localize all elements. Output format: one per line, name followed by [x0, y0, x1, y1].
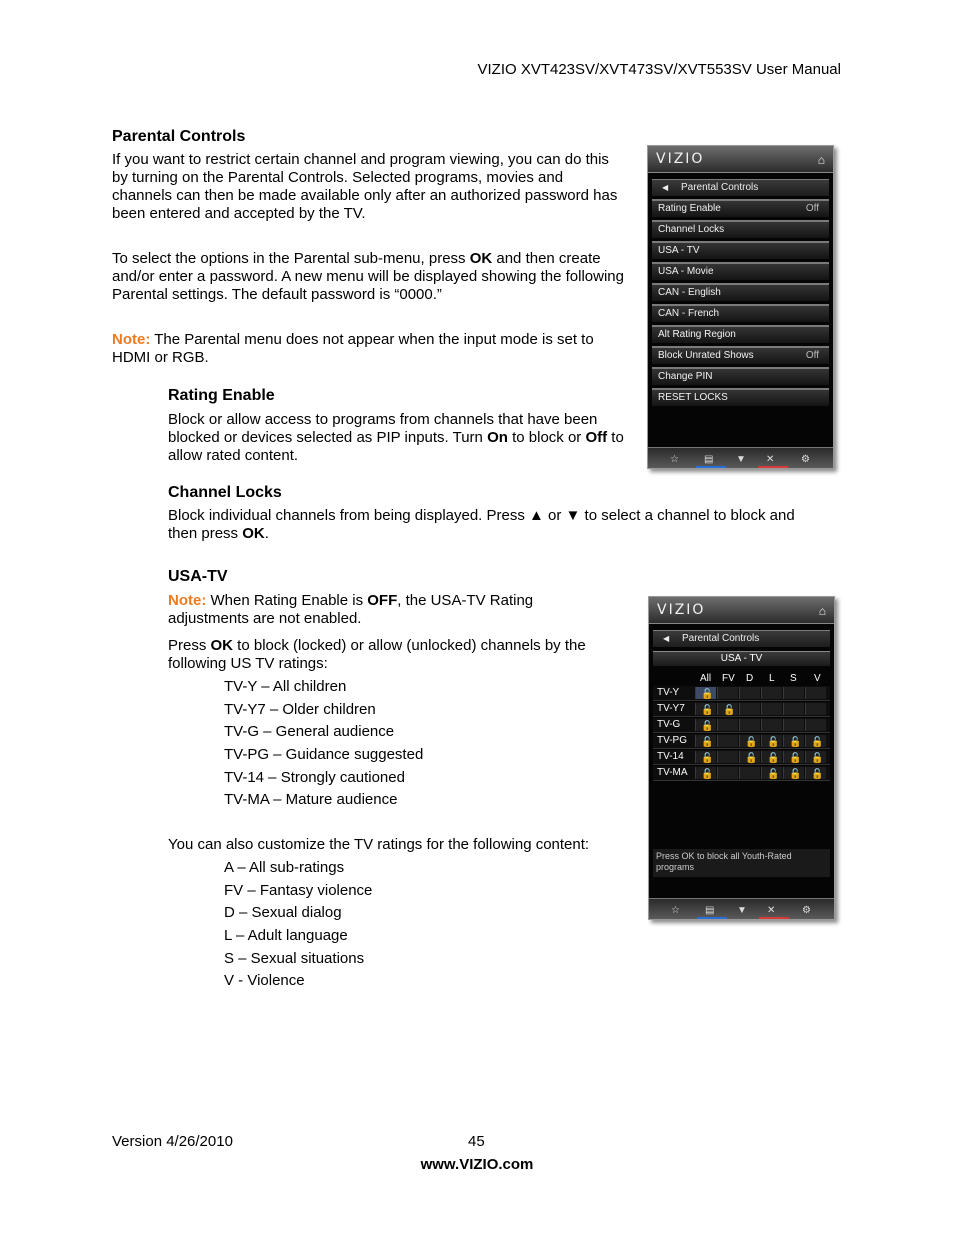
- menu-title-bar: [648, 146, 833, 173]
- customize-intro: You can also customize the TV ratings for the following content:: [168, 836, 590, 853]
- unlock-icon: 🔓: [723, 705, 736, 716]
- back-arrow-icon: ◀: [663, 634, 670, 643]
- row-label: TV-PG: [657, 735, 688, 746]
- tv-ratings-list: [224, 678, 423, 814]
- input-icon: ▤: [704, 454, 714, 465]
- row-label: TV-Y: [657, 687, 680, 698]
- menu-item-channel-locks[interactable]: [652, 220, 829, 238]
- grid-cell[interactable]: [805, 687, 826, 699]
- footer-url: www.VIZIO.com: [420, 1156, 534, 1173]
- parental-controls-menu-screenshot: [647, 145, 834, 469]
- grid-cell[interactable]: [783, 735, 804, 747]
- grid-cell[interactable]: [717, 703, 738, 715]
- grid-cell[interactable]: [695, 767, 716, 779]
- blue-indicator: [697, 917, 727, 919]
- help-text: Press OK to block all Youth-Rated programs: [653, 849, 830, 877]
- grid-cell[interactable]: [783, 719, 804, 731]
- grid-cell[interactable]: [739, 719, 760, 731]
- col-all: All: [700, 673, 712, 684]
- menu-item-label: Alt Rating Region: [658, 329, 736, 340]
- menu-item-label: Channel Locks: [658, 224, 725, 235]
- gear-icon: ⚙: [801, 454, 810, 465]
- grid-cell[interactable]: [717, 687, 738, 699]
- star-icon: ☆: [671, 905, 680, 916]
- remote-button-bar: [649, 898, 834, 919]
- grid-cell[interactable]: [783, 751, 804, 763]
- menu-item-block-unrated-shows[interactable]: [652, 346, 829, 364]
- grid-cell[interactable]: [761, 687, 782, 699]
- list-item: L – Adult language: [224, 927, 348, 945]
- grid-cell[interactable]: [783, 767, 804, 779]
- remote-button-bar: [648, 447, 833, 468]
- list-item: FV – Fantasy violence: [224, 881, 373, 899]
- col-s: S: [790, 673, 797, 684]
- menu-item-usa-movie[interactable]: [652, 262, 829, 280]
- grid-cell[interactable]: [761, 751, 782, 763]
- usa-tv-note: Note: When Rating Enable is OFF, the USA-TV Rating adjustments are not enabled.: [168, 592, 534, 627]
- star-icon: ☆: [670, 454, 679, 465]
- footer-version: Version 4/26/2010: [112, 1133, 233, 1150]
- content-ratings-list: [224, 859, 372, 995]
- menu-item-change-pin[interactable]: [652, 367, 829, 385]
- row-label: TV-G: [657, 719, 681, 730]
- unlock-icon: 🔓: [701, 721, 714, 732]
- usa-tv-press-text: Press OK to block (locked) or allow (unlocked) channels by the following US TV ratings:: [168, 637, 586, 672]
- unlock-icon: 🔓: [701, 737, 714, 748]
- grid-cell[interactable]: [761, 719, 782, 731]
- page-header: VIZIO XVT423SV/XVT473SV/XVT553SV User Manual: [477, 61, 841, 78]
- menu-item-rating-enable[interactable]: [652, 199, 829, 217]
- list-item: TV-PG – Guidance suggested: [224, 746, 424, 764]
- menu-title-bar: [649, 597, 834, 624]
- channel-locks-text: Block individual channels from being displayed. Press ▲ or ▼ to select a channel to block and then press OK.: [168, 507, 795, 542]
- row-label: TV-MA: [657, 767, 688, 778]
- close-icon: ✕: [766, 454, 775, 465]
- unlock-icon: 🔓: [701, 705, 714, 716]
- grid-cell[interactable]: [739, 703, 760, 715]
- list-item: TV-Y7 – Older children: [224, 700, 376, 718]
- menu-item-label: CAN - French: [658, 308, 720, 319]
- grid-cell[interactable]: [739, 751, 760, 763]
- rating-row-tv-y[interactable]: [653, 686, 830, 701]
- grid-cell[interactable]: [739, 767, 760, 779]
- grid-cell[interactable]: [717, 751, 738, 763]
- col-fv: FV: [722, 673, 735, 684]
- note-input-mode: Note: The Parental menu does not appear when the input mode is set to HDMI or RGB.: [112, 331, 594, 366]
- grid-title: USA - TV: [653, 651, 830, 666]
- grid-cell[interactable]: [761, 703, 782, 715]
- grid-cell[interactable]: [717, 767, 738, 779]
- unlock-icon: 🔓: [701, 689, 714, 700]
- unlock-icon: 🔓: [789, 737, 802, 748]
- v-icon: ▼: [736, 454, 746, 465]
- ratings-grid: [649, 666, 834, 866]
- intro-paragraph: If you want to restrict certain channel and program viewing, you can do this by turning on the Parental Controls. Selected programs, movies and channels can then be made available only after an authorized password has been entered and accepted by the TV.: [112, 151, 618, 222]
- grid-cell[interactable]: [695, 735, 716, 747]
- list-item: TV-Y – All children: [224, 678, 347, 695]
- v-icon: ▼: [737, 905, 747, 916]
- unlock-icon: 🔓: [745, 737, 758, 748]
- grid-cell[interactable]: [805, 735, 826, 747]
- unlock-icon: 🔓: [745, 753, 758, 764]
- footer-page-number: 45: [468, 1133, 485, 1150]
- grid-cell[interactable]: [783, 687, 804, 699]
- close-icon: ✕: [767, 905, 776, 916]
- grid-cell[interactable]: [695, 703, 716, 715]
- unlock-icon: 🔓: [767, 769, 780, 780]
- unlock-icon: 🔓: [701, 753, 714, 764]
- menu-item-label: CAN - English: [658, 287, 721, 298]
- unlock-icon: 🔓: [811, 753, 824, 764]
- grid-cell[interactable]: [739, 735, 760, 747]
- blue-indicator: [696, 466, 726, 468]
- menu-item-label: USA - Movie: [658, 266, 714, 277]
- menu-item-label: Change PIN: [658, 371, 713, 382]
- section-title-usa-tv: USA-TV: [168, 568, 228, 585]
- menu-item-label: RESET LOCKS: [658, 392, 728, 403]
- grid-header: [649, 670, 834, 684]
- rating-row-tv-y7[interactable]: [653, 702, 830, 717]
- menu-item-label: Block Unrated Shows: [658, 350, 754, 361]
- rating-row-tv-14[interactable]: [653, 750, 830, 765]
- rating-row-tv-pg[interactable]: [653, 734, 830, 749]
- section-title-parental-controls: Parental Controls: [112, 128, 246, 145]
- menu-item-can-french[interactable]: [652, 304, 829, 322]
- submenu-paragraph: To select the options in the Parental sub-menu, press OK and then create and/or enter a password. A new menu will be displayed showing the following Parental settings. The default password is “0000.”: [112, 250, 624, 303]
- list-item: A – All sub-ratings: [224, 859, 345, 876]
- col-d: D: [746, 673, 754, 684]
- list-item: D – Sexual dialog: [224, 904, 342, 922]
- menu-item-reset-locks[interactable]: [652, 388, 829, 406]
- back-button[interactable]: [653, 630, 830, 647]
- back-button[interactable]: [652, 179, 829, 196]
- grid-cell[interactable]: [805, 703, 826, 715]
- back-label: Parental Controls: [682, 633, 760, 644]
- grid-cell[interactable]: [717, 735, 738, 747]
- list-item: V - Violence: [224, 972, 305, 990]
- menu-item-label: USA - TV: [658, 245, 700, 256]
- section-title-rating-enable: Rating Enable: [168, 387, 275, 404]
- unlock-icon: 🔓: [767, 753, 780, 764]
- grid-cell[interactable]: [761, 735, 782, 747]
- menu-item-usa-tv[interactable]: [652, 241, 829, 259]
- row-label: TV-Y7: [657, 703, 685, 714]
- home-icon: ⌂: [818, 604, 826, 618]
- grid-cell[interactable]: [695, 719, 716, 731]
- col-l: L: [769, 673, 775, 684]
- gear-icon: ⚙: [802, 905, 811, 916]
- grid-cell[interactable]: [805, 719, 826, 731]
- menu-item-label: Rating Enable: [658, 203, 721, 214]
- list-item: TV-G – General audience: [224, 723, 395, 741]
- unlock-icon: 🔓: [789, 753, 802, 764]
- menu-item-value: Off: [805, 350, 819, 361]
- unlock-icon: 🔓: [811, 769, 824, 780]
- red-indicator: [759, 917, 789, 919]
- menu-item-can-english[interactable]: [652, 283, 829, 301]
- list-item: TV-14 – Strongly cautioned: [224, 768, 405, 786]
- unlock-icon: 🔓: [811, 737, 824, 748]
- vizio-logo: VIZIO: [656, 151, 705, 167]
- back-label: Parental Controls: [681, 182, 759, 193]
- grid-cell[interactable]: [805, 751, 826, 763]
- vizio-logo: VIZIO: [657, 602, 706, 618]
- list-item: S – Sexual situations: [224, 949, 365, 967]
- home-icon: ⌂: [817, 153, 825, 167]
- section-title-channel-locks: Channel Locks: [168, 484, 282, 501]
- unlock-icon: 🔓: [767, 737, 780, 748]
- red-indicator: [758, 466, 788, 468]
- col-v: V: [814, 673, 821, 684]
- rating-row-tv-ma[interactable]: [653, 766, 830, 781]
- menu-item-value: Off: [805, 203, 819, 214]
- rating-enable-text: Block or allow access to programs from channels that have been blocked or devices selected as PIP inputs. Turn On to block or Off to allow rated content.: [168, 411, 624, 464]
- input-icon: ▤: [705, 905, 715, 916]
- unlock-icon: 🔓: [789, 769, 802, 780]
- grid-cell[interactable]: [783, 703, 804, 715]
- back-arrow-icon: ◀: [662, 183, 669, 192]
- menu-item-alt-rating-region[interactable]: [652, 325, 829, 343]
- grid-cell[interactable]: [695, 751, 716, 763]
- row-label: TV-14: [657, 751, 684, 762]
- grid-cell[interactable]: [761, 767, 782, 779]
- rating-row-tv-g[interactable]: [653, 718, 830, 733]
- unlock-icon: 🔓: [701, 769, 714, 780]
- grid-cell[interactable]: [805, 767, 826, 779]
- grid-cell[interactable]: [739, 687, 760, 699]
- usa-tv-menu-screenshot: [648, 596, 835, 920]
- grid-cell[interactable]: [717, 719, 738, 731]
- list-item: TV-MA – Mature audience: [224, 791, 398, 809]
- grid-cell[interactable]: [695, 687, 716, 699]
